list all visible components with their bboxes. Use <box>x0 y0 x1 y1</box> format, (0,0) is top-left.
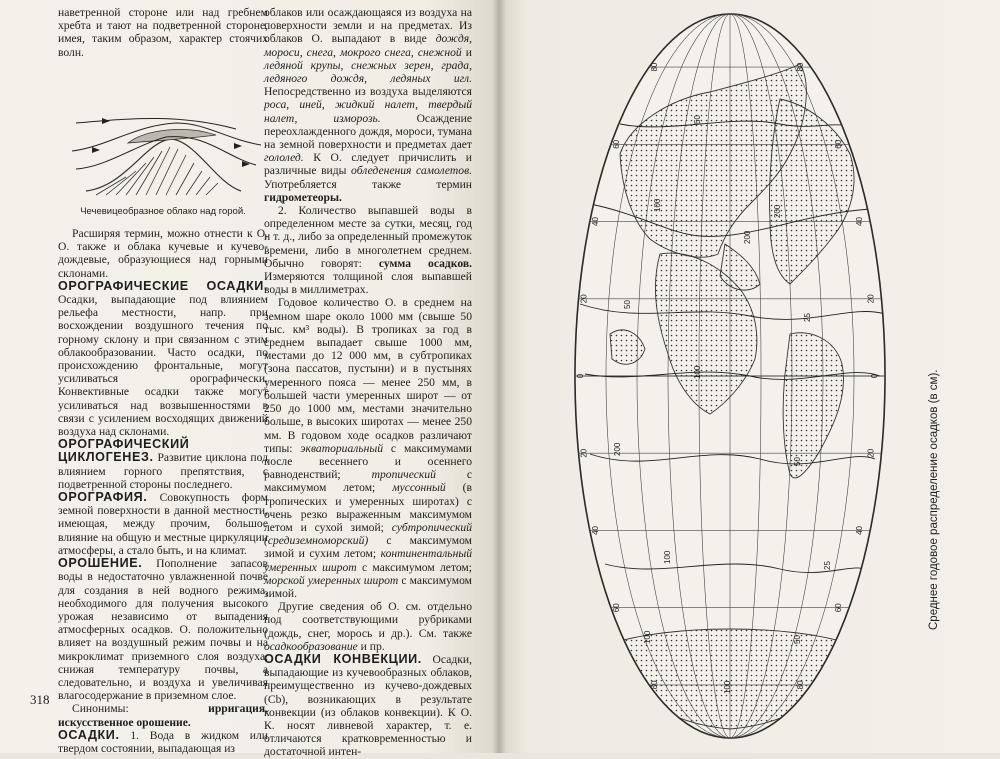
dictionary-entry <box>58 280 268 438</box>
isohyet-label: 50 <box>693 115 702 124</box>
arrow-icons <box>92 118 250 167</box>
osadki-definition-2: 2. Количество выпавшей воды в определенном месте за сутки, месяц, год и т. д., либо за определенный промежуток времени, либо в многолетнем среднем. Обычно говорят: сумма осадков. Измеряются толщиной слоя выпавшей воды в миллиметрах. <box>264 204 472 297</box>
lenticular-cloud-figure <box>66 111 266 197</box>
latitude-label: 20 <box>579 294 589 304</box>
isohyet-label: 50 <box>623 300 632 309</box>
latitude-label: 0 <box>576 373 585 379</box>
dictionary-entry <box>58 557 268 702</box>
latitude-label: 80 <box>650 62 660 72</box>
latitude-label: 0 <box>870 373 879 379</box>
isohyet-label: 100 <box>663 550 672 564</box>
synonyms <box>58 702 268 728</box>
latitude-label: 80 <box>650 680 660 690</box>
left-column-2 <box>264 6 472 759</box>
latitude-label: 20 <box>866 448 876 458</box>
isohyet-label: 200 <box>743 230 752 244</box>
latitude-label: 60 <box>611 139 621 149</box>
entry-text: 1. Вода в жидком или твердом состоянии, выпадающая из <box>58 728 268 755</box>
latitude-label: 40 <box>855 526 865 535</box>
entry-term: ОРОГРАФИЯ. <box>58 490 148 505</box>
latitude-label: 80 <box>795 680 805 690</box>
entry-text: Осадки, выпадающие из кучевообразных облаков, преимущественно из кучево-дождевых (Cb), возникающих в результате конвекции (из облаков конвекции). К О. К. носят ливневой характер, т. е. отличаются кратковременностью и достаточной интен- <box>264 652 472 759</box>
entry-term: ОСАДКИ КОНВЕКЦИИ. <box>264 651 422 666</box>
entry-term: ОСАДКИ. <box>58 727 120 742</box>
book-gutter <box>492 0 506 753</box>
map-caption: Среднее годовое распределение осадков (в см). <box>928 369 940 630</box>
latitude-label: 20 <box>866 294 876 304</box>
isohyet-label: 25 <box>823 561 832 570</box>
latitude-label: 20 <box>579 448 589 458</box>
entry-text: Совокупность форм земной поверхности в данной местности, имеющая, между прочим, большое влияние на общую и местные циркуляции атмосферы, а стало быть, и на климат. <box>58 491 268 557</box>
isohyet-label: 200 <box>773 204 782 218</box>
isohyet-label: 100 <box>643 630 652 644</box>
latitude-label: 60 <box>834 603 844 613</box>
synonyms-terms: ирригация, искусственное орошение. <box>58 702 268 729</box>
isohyet-label: 100 <box>723 680 732 694</box>
latitude-label: 40 <box>855 217 865 226</box>
latitude-label: 60 <box>834 139 844 149</box>
paragraph: Расширяя термин, можно отнести к О. О. также и облака кучевые и кучево-дождевые, образующиеся над горными склонами. <box>58 227 268 280</box>
airflow-lines <box>72 118 261 169</box>
latitude-label: 40 <box>590 526 600 535</box>
synonyms-label: Синонимы: <box>72 702 129 716</box>
dictionary-entry <box>58 491 268 557</box>
osadki-annual: Годовое количество О. в среднем на земном шаре около 1000 мм (свыше 50 тыс. км³ воды). В тропиках за год в среднем выпадает свыше 1000 мм, местами до 12 000 мм, в субтропиках (зона пассатов, пустыни) и в пустынях умеренного пояса — менее 250 мм, в большей части умеренных широт — от 250 до 1000 мм, местами значительно больше, в высоких широтах — менее 250 мм. В годовом ходе осадков различают типы: экваториальный с максимумами после весеннего и осеннего равноденствий; тропический с максимумом летом; муссонный (в тропических и умеренных широтах) с очень резко выраженным максимумом летом и сухой зимой; субтропический (средиземноморский) с максимумом зимой и сухим летом; континентальный умеренных широт с максимумом летом; морской умеренных широт с максимумом зимой. <box>264 296 472 600</box>
dictionary-entry <box>264 653 472 759</box>
see-also: Другие сведения об О. см. отдельно под соответствующими рубриками (дождь, снег, морось и др.). См. также осадкообразование и пр. <box>264 600 472 653</box>
entry-text: Осадки, выпадающие под влиянием рельефа местности, напр. при восхождении воздушного течения по горному склону и при связанном с этим облакообразовании. Часто осадки, по происхождению фронтальные, могут усиливаться орографически. Конвективные осадки также могут усиливаться над возвышенностями в связи с усилением восходящих движений воздуха над склонами. <box>58 293 268 439</box>
entry-term: ОРОШЕНИЕ. <box>58 556 143 571</box>
isohyet-label: 50 <box>793 457 802 466</box>
entry-text: Развитие циклона под влиянием горного препятствия, с подветренной стороны последнего. <box>58 451 269 491</box>
precipitation-map <box>550 4 910 749</box>
isohyet-label: 25 <box>803 313 812 322</box>
entry-term: ОРОГРАФИЧЕСКИЙ ЦИКЛОГЕНЕЗ. <box>58 437 190 465</box>
latitude-label: 60 <box>611 603 621 613</box>
isohyet-label: 100 <box>653 198 662 212</box>
osadki-definition-1: облаков или осаждающаяся из воздуха на поверхности земли и на предметах. Из облаков О. выпадают в виде дождя, мороси, снега, мокрого снега, снежной и ледяной крупы, снежных зерен, града, ледяного дождя, ледяных игл. Непосредственно из воздуха выделяются роса, иней, жидкий налет, твердый налет, изморозь. Осаждение переохлажденного дождя, мороси, тумана на земной поверхности и предметах дает гололед. К О. следует причислить и различные виды обледенения самолетов. Употребляется также термин гидрометеоры. <box>264 6 473 204</box>
entry-text: Пополнение запасов воды в недостаточно увлажненной почве для создания в ней водного режима, необходимого для получения высокого урожая независимо от выпадения атмосферных осадков. О. положительно влияет на воздушный режим почвы и на микроклимат приземного слоя воздуха, снижая температуру почвы, а следовательно, и воздуха и увеличивая влагосодержание в приземном слое. <box>58 557 268 703</box>
dictionary-entry <box>58 438 268 491</box>
latitude-label: 80 <box>795 62 805 72</box>
intro-text: наветренной стороне или над гребнем хребта и тают на подветренной стороне, имея, таким образом, характер стоячих волн. <box>58 6 268 59</box>
isohyet-label: 100 <box>693 365 702 379</box>
isohyet-label: 200 <box>613 442 622 456</box>
latitude-label: 40 <box>590 217 600 226</box>
left-column-1 <box>58 6 268 755</box>
figure-caption: Чечевицеобразное облако над горой. <box>80 206 246 218</box>
page-number: 318 <box>30 692 50 707</box>
mountain-hatching <box>86 139 241 195</box>
entry-term: ОРОГРАФИЧЕСКИЕ ОСАДКИ. <box>58 278 268 293</box>
dictionary-entry <box>58 729 268 755</box>
isohyet-label: 50 <box>793 635 802 644</box>
